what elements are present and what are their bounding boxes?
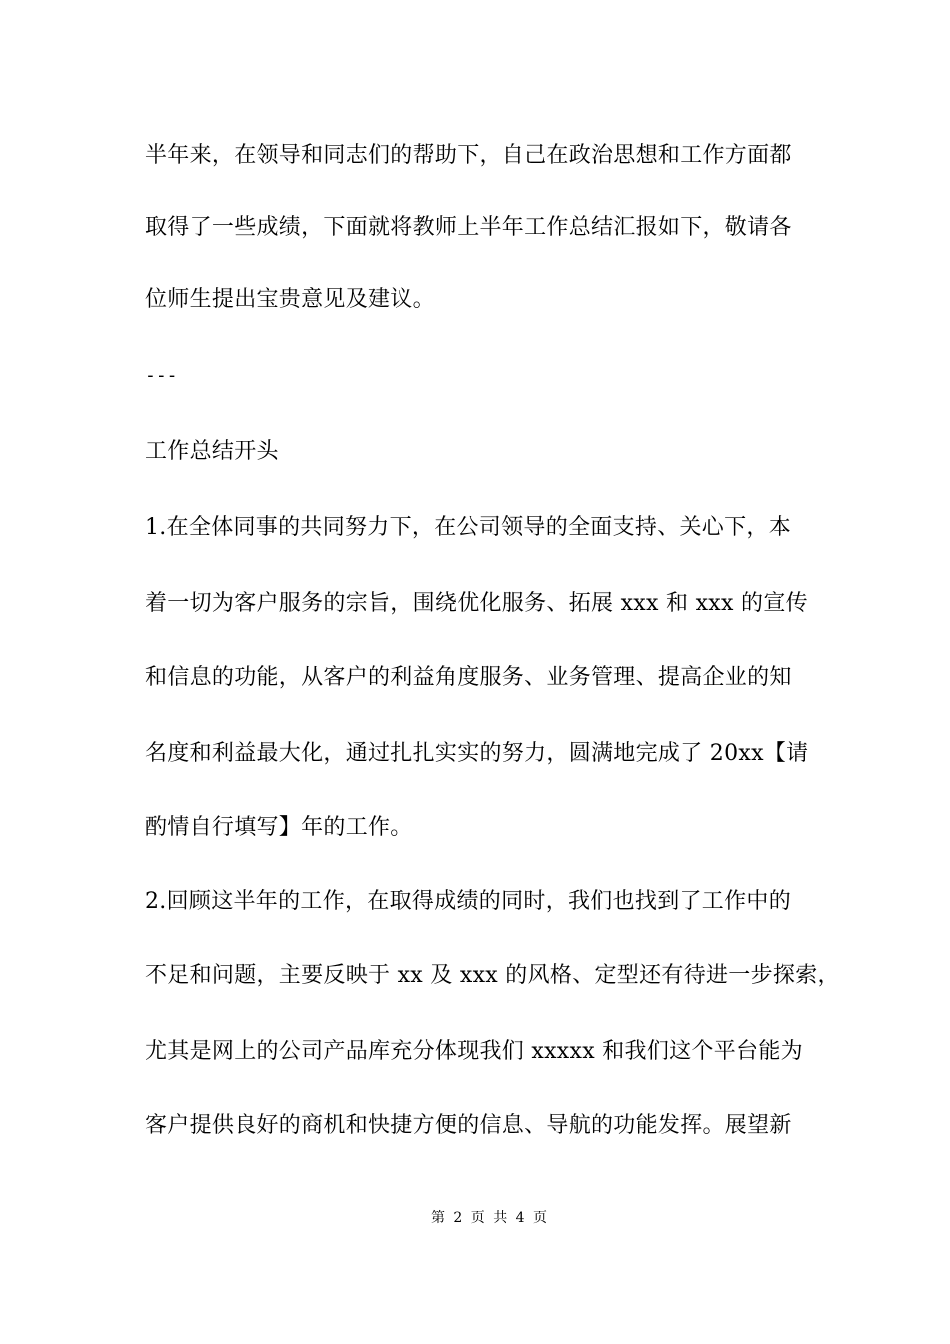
- text-line: 位师生提出宝贵意见及建议。: [145, 287, 435, 312]
- text-line: 半年来，在领导和同志们的帮助下，自己在政治思想和工作方面都: [145, 143, 792, 168]
- text-line: 客户提供良好的商机和快捷方便的信息、导航的功能发挥。展望新: [145, 1113, 792, 1138]
- text-line: 1.在全体同事的共同努力下，在公司领导的全面支持、关心下，本: [145, 515, 791, 540]
- text-line: 名度和利益最大化，通过扎扎实实的努力，圆满地完成了 20xx【请: [145, 741, 809, 766]
- text-line: 酌情自行填写】年的工作。: [145, 815, 413, 840]
- separator-line: ---: [145, 365, 178, 386]
- text-line: 2.回顾这半年的工作，在取得成绩的同时，我们也找到了工作中的: [145, 889, 791, 914]
- page-number-footer: 第 2 页 共 4 页: [430, 1210, 550, 1226]
- section-heading: 工作总结开头: [145, 439, 279, 464]
- text-line: 取得了一些成绩，下面就将教师上半年工作总结汇报如下，敬请各: [145, 215, 792, 240]
- text-line: 和信息的功能，从客户的利益角度服务、业务管理、提高企业的知: [145, 665, 792, 690]
- text-line: 尤其是网上的公司产品库充分体现我们 xxxxx 和我们这个平台能为: [145, 1039, 803, 1064]
- text-line: 不足和问题，主要反映于 xx 及 xxx 的风格、定型还有待进一步探索，: [145, 963, 840, 988]
- text-line: 着一切为客户服务的宗旨，围绕优化服务、拓展 xxx 和 xxx 的宣传: [145, 591, 808, 616]
